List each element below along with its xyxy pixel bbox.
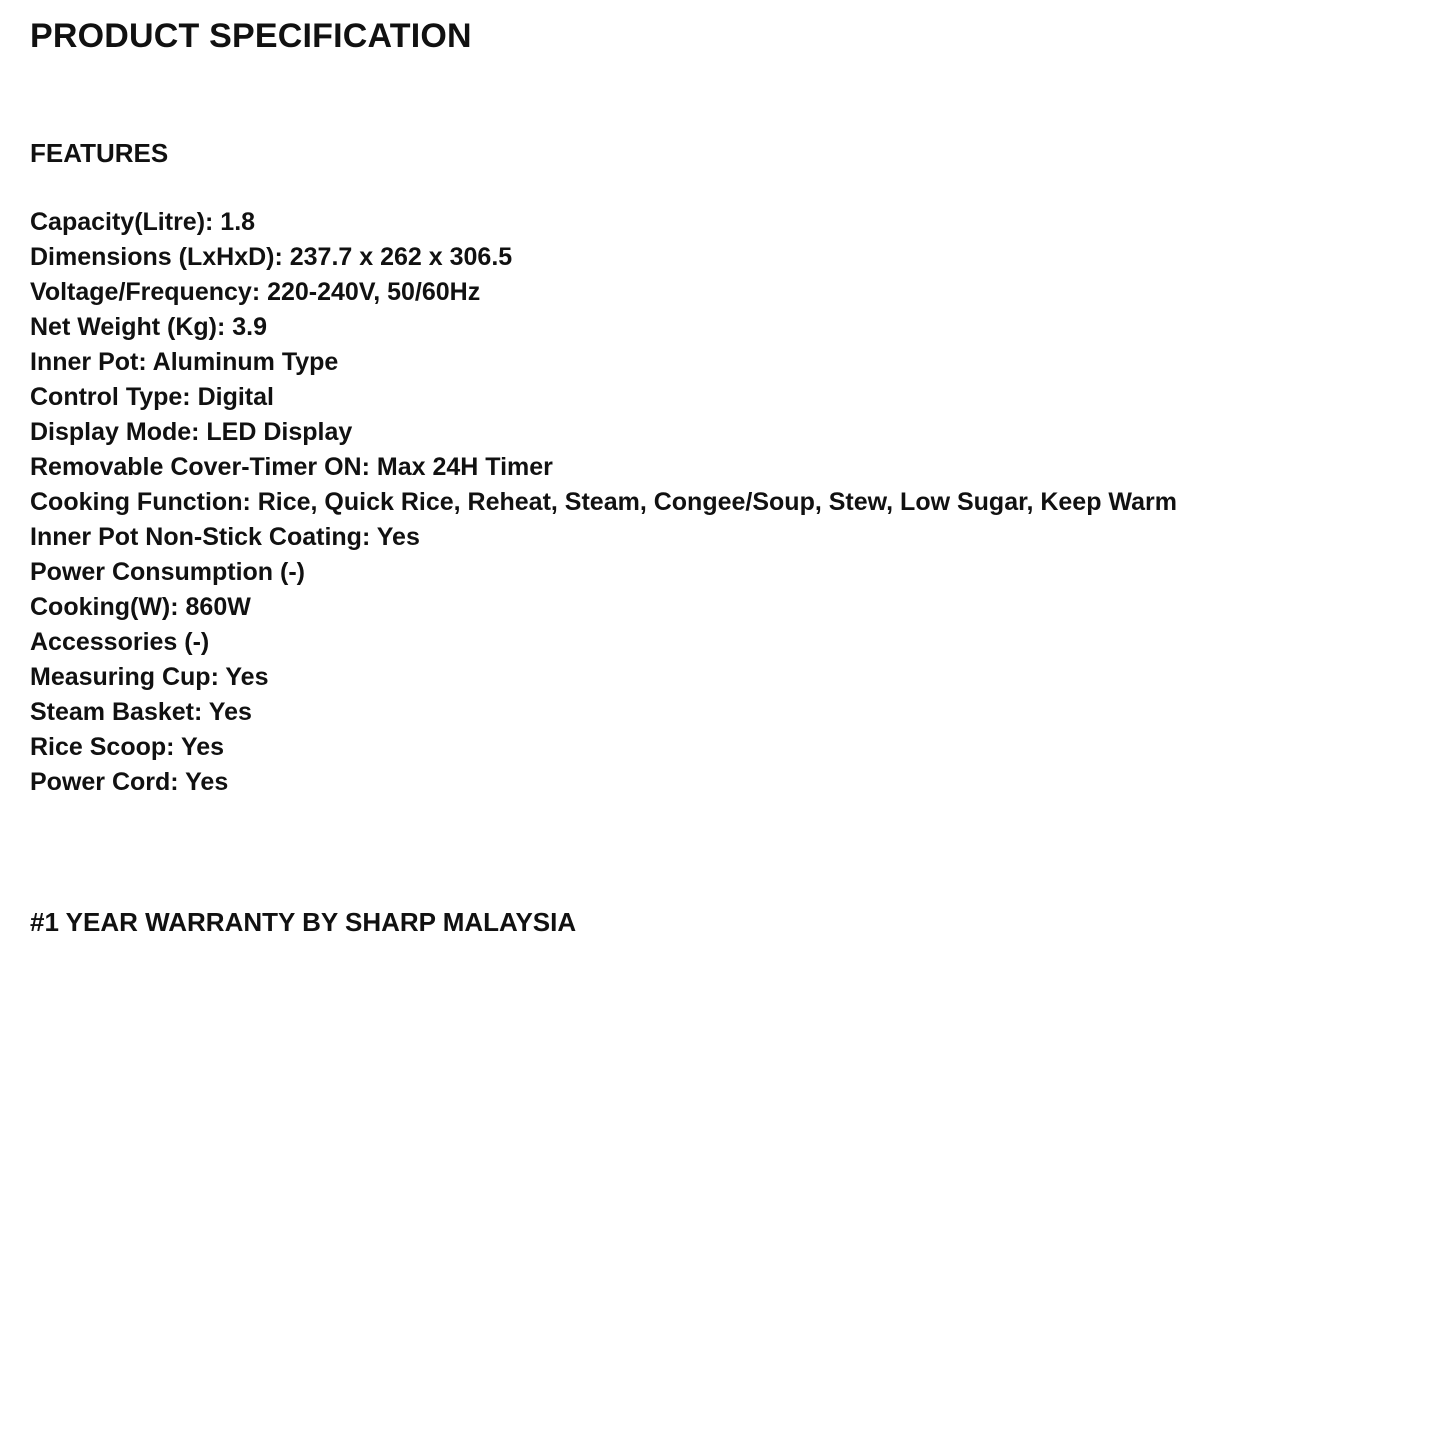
spec-power-consumption: Power Consumption (-) — [30, 558, 305, 586]
spec-power-cord: Power Cord: Yes — [30, 768, 229, 796]
spec-dimensions: Dimensions (LxHxD): 237.7 x 262 x 306.5 — [30, 243, 513, 271]
spec-measuring-cup: Measuring Cup: Yes — [30, 663, 269, 691]
spec-capacity: Capacity(Litre): 1.8 — [30, 208, 256, 236]
features-heading: FEATURES — [30, 138, 169, 168]
spec-non-stick-coating: Inner Pot Non-Stick Coating: Yes — [30, 523, 420, 551]
spec-display-mode: Display Mode: LED Display — [30, 418, 353, 446]
spec-cooking-function: Cooking Function: Rice, Quick Rice, Reheat, Steam, Congee/Soup, Stew, Low Sugar, Keep Warm — [30, 488, 1177, 516]
spec-steam-basket: Steam Basket: Yes — [30, 698, 252, 726]
spec-inner-pot: Inner Pot: Aluminum Type — [30, 348, 339, 376]
spec-removable-cover-timer: Removable Cover-Timer ON: Max 24H Timer — [30, 453, 553, 481]
spec-rice-scoop: Rice Scoop: Yes — [30, 733, 225, 761]
spec-cooking-wattage: Cooking(W): 860W — [30, 593, 251, 621]
spec-control-type: Control Type: Digital — [30, 383, 274, 411]
warranty-note: #1 YEAR WARRANTY BY SHARP MALAYSIA — [30, 907, 577, 937]
spec-list — [30, 205, 1177, 800]
page-title: PRODUCT SPECIFICATION — [30, 17, 472, 55]
spec-voltage-frequency: Voltage/Frequency: 220-240V, 50/60Hz — [30, 278, 481, 306]
spec-accessories: Accessories (-) — [30, 628, 210, 656]
spec-net-weight: Net Weight (Kg): 3.9 — [30, 313, 268, 341]
